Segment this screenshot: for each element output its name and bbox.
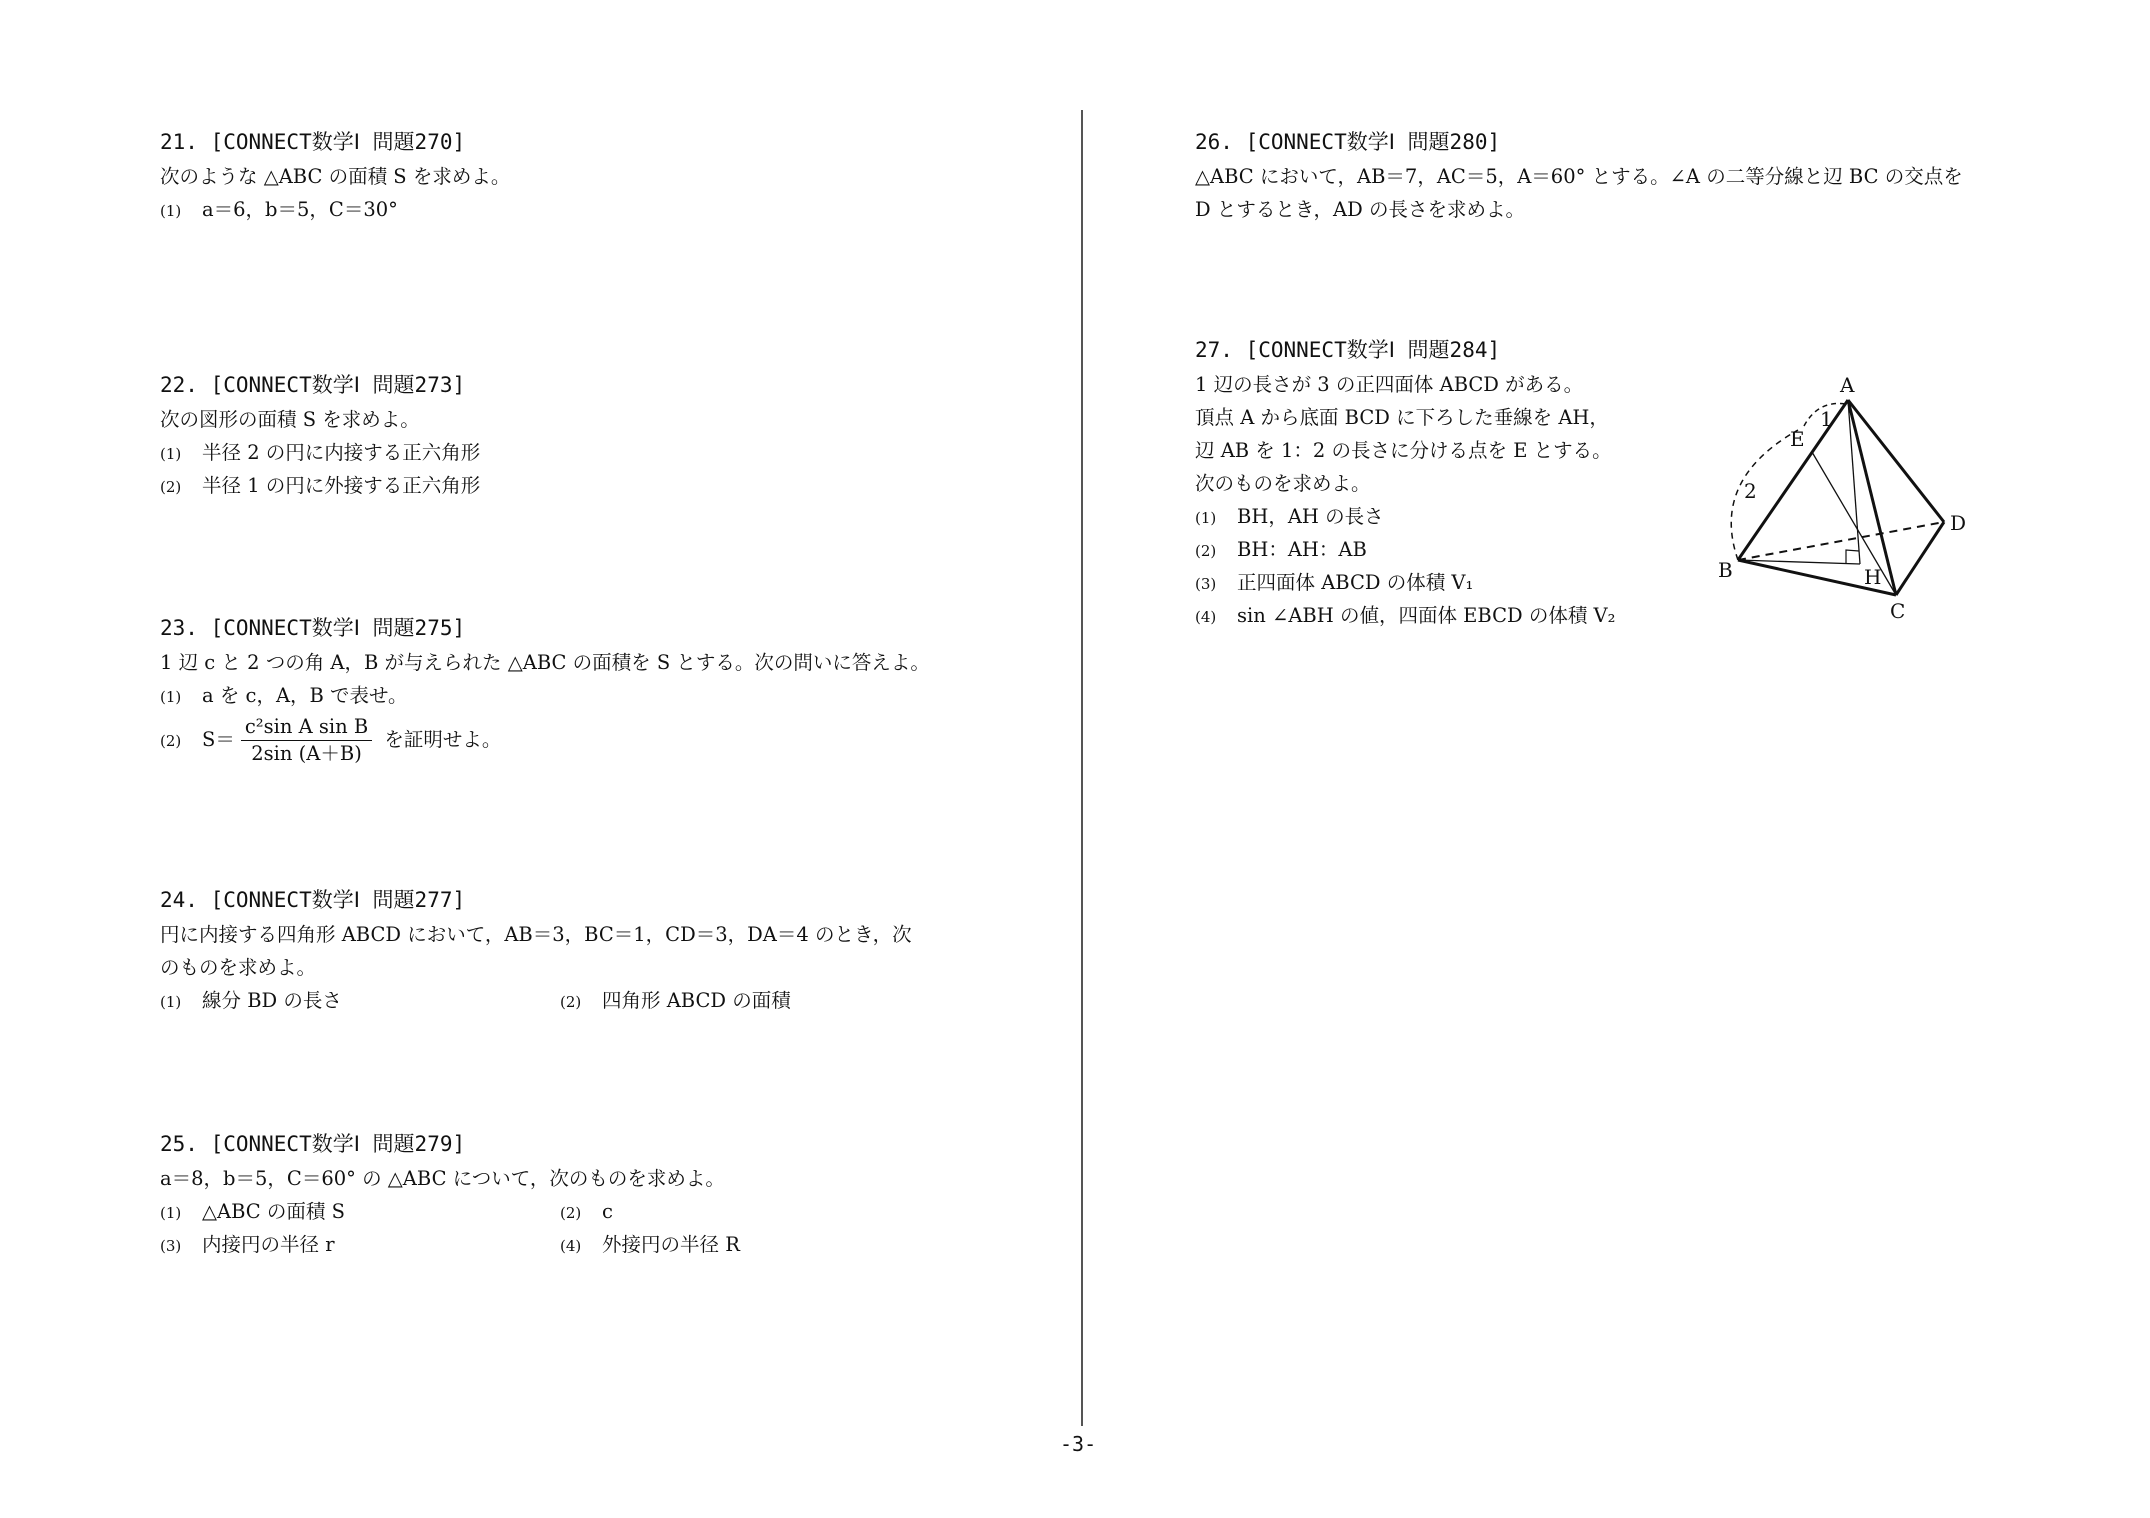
fraction: [241, 714, 372, 767]
fraction-numerator: c²sin A sin B: [241, 714, 372, 741]
subquestion-text: 四角形 ABCD の面積: [602, 989, 791, 1012]
subquestion-number: (2): [1195, 542, 1217, 560]
subquestion-number: (4): [1195, 608, 1217, 626]
problem-21: [160, 124, 1060, 226]
problem-text: a＝8，b＝5，C＝60° の △ABC について，次のものを求めよ。: [160, 1167, 725, 1190]
ratio-arc: [1731, 430, 1798, 560]
subquestion: [160, 469, 1060, 502]
subquestion-text: △ABC の面積 S: [202, 1200, 345, 1223]
subquestion: [160, 436, 1060, 469]
subquestion-text: 半径 2 の円に内接する正六角形: [202, 441, 481, 464]
problem-title: 27. [CONNECT数学Ⅰ 問題284]: [1195, 338, 1501, 362]
tetrahedron-figure: [1700, 370, 1980, 630]
problem-title: 23. [CONNECT数学Ⅰ 問題275]: [160, 616, 466, 640]
label-E: E: [1790, 427, 1805, 451]
subquestion-text: 内接円の半径 r: [202, 1233, 335, 1256]
subquestion-number: (1): [160, 1204, 182, 1222]
subquestion-right: [560, 1228, 740, 1263]
subquestion-number: (1): [1195, 509, 1217, 527]
subquestion-number: (1): [160, 445, 182, 463]
subquestion-text: sin ∠ABH の値，四面体 EBCD の体積 V₂: [1237, 604, 1616, 627]
subquestion-number: (1): [160, 688, 182, 706]
label-A: A: [1840, 373, 1855, 397]
subquestion-number: (2): [560, 993, 582, 1011]
subquestion-right: [560, 1195, 613, 1230]
ratio-label-1: 1: [1820, 407, 1833, 431]
formula-lhs: S＝: [202, 728, 235, 751]
subquestion: [160, 679, 1060, 712]
problem-title: 26. [CONNECT数学Ⅰ 問題280]: [1195, 130, 1501, 154]
subquestion: [160, 193, 1060, 226]
problem-text: 1 辺 c と 2 つの角 A，B が与えられた △ABC の面積を S とする。次の問いに答えよ。: [160, 651, 930, 674]
label-H: H: [1864, 565, 1882, 589]
problem-text: D とするとき，AD の長さを求めよ。: [1195, 198, 1525, 221]
edge-CD: [1896, 522, 1944, 595]
problem-text: のものを求めよ。: [160, 956, 317, 979]
subquestion-number: (1): [160, 993, 182, 1011]
subquestion-text: a＝6，b＝5，C＝30°: [202, 198, 398, 221]
subquestion-number: (2): [160, 478, 182, 496]
problem-text: 辺 AB を 1：2 の長さに分ける点を E とする。: [1195, 439, 1612, 462]
problem-22: [160, 367, 1060, 502]
problem-text: 次の図形の面積 S を求めよ。: [160, 408, 420, 431]
subquestion-number: (3): [160, 1237, 182, 1255]
problem-text: 頂点 A から底面 BCD に下ろした垂線を AH，: [1195, 406, 1609, 429]
column-divider: [1081, 110, 1083, 1426]
subquestion-row: [160, 1228, 1060, 1261]
subquestion-row: [160, 1195, 1060, 1228]
subquestion-number: (2): [160, 732, 182, 750]
label-B: B: [1718, 558, 1733, 582]
label-D: D: [1950, 511, 1967, 535]
label-C: C: [1890, 599, 1906, 623]
right-angle-mark: [1846, 550, 1859, 563]
edge-BD-hidden: [1738, 522, 1944, 560]
subquestion-text: 正四面体 ABCD の体積 V₁: [1237, 571, 1474, 594]
page-number: -3-: [1060, 1432, 1097, 1456]
problem-title: 24. [CONNECT数学Ⅰ 問題277]: [160, 888, 466, 912]
subquestion-number: (2): [560, 1204, 582, 1222]
problem-25: [160, 1126, 1060, 1261]
subquestion-text: BH，AH の長さ: [1237, 505, 1384, 528]
problem-text: 次のものを求めよ。: [1195, 472, 1371, 495]
subquestion-text: 外接円の半径 R: [602, 1233, 740, 1256]
subquestion-number: (3): [1195, 575, 1217, 593]
problem-title: 21. [CONNECT数学Ⅰ 問題270]: [160, 130, 466, 154]
problem-24: [160, 882, 1060, 1017]
problem-text: 次のような △ABC の面積 S を求めよ。: [160, 165, 511, 188]
subquestion-formula: [160, 712, 1060, 768]
problem-title: 22. [CONNECT数学Ⅰ 問題273]: [160, 373, 466, 397]
problem-23: [160, 610, 1060, 768]
subquestion-number: (4): [560, 1237, 582, 1255]
problem-text: △ABC において，AB＝7，AC＝5，A＝60° とする。∠A の二等分線と辺 BC の交点を: [1195, 165, 1963, 188]
subquestion-text: 半径 1 の円に外接する正六角形: [202, 474, 481, 497]
subquestion-right: [560, 984, 791, 1019]
problem-text: 1 辺の長さが 3 の正四面体 ABCD がある。: [1195, 373, 1584, 396]
subquestion-number: (1): [160, 202, 182, 220]
subquestion-text: 線分 BD の長さ: [202, 989, 342, 1012]
problem-26: [1195, 124, 2025, 226]
subquestion-text: a を c，A，B で表せ。: [202, 684, 408, 707]
formula-rhs: を証明せよ。: [378, 728, 502, 751]
subquestion-text: BH：AH：AB: [1237, 538, 1367, 561]
subquestion-row: [160, 984, 1060, 1017]
fraction-denominator: 2sin (A＋B): [251, 742, 362, 765]
problem-text: 円に内接する四角形 ABCD において，AB＝3，BC＝1，CD＝3，DA＝4 のとき，次: [160, 923, 912, 946]
subquestion-text: c: [602, 1200, 613, 1223]
problem-title: 25. [CONNECT数学Ⅰ 問題279]: [160, 1132, 466, 1156]
ratio-label-2: 2: [1744, 479, 1757, 503]
